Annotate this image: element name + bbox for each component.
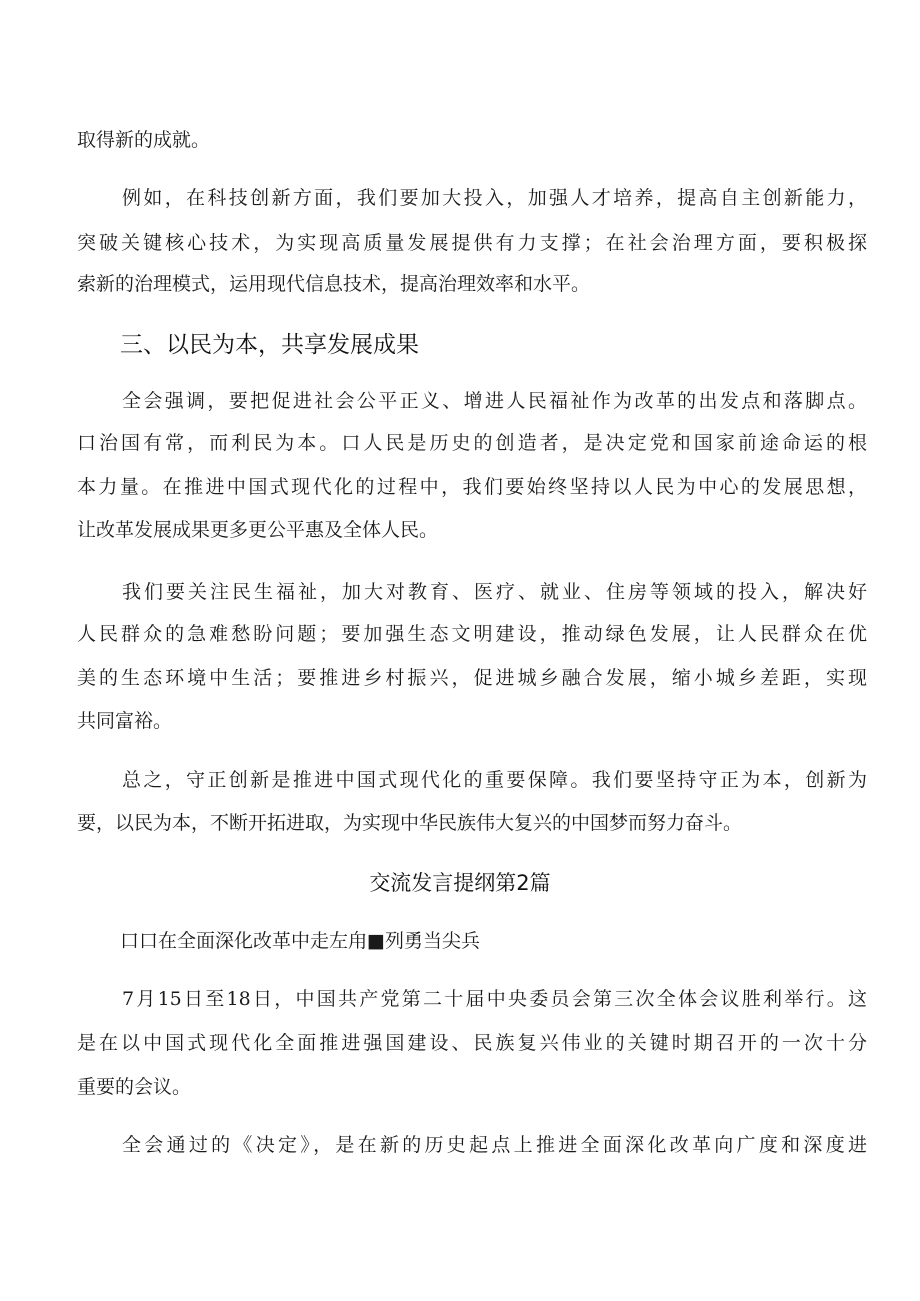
paragraph-line: 取得新的成就。	[77, 129, 211, 151]
paragraph-line: 要，以民为本，不断开拓进取，为实现中华民族伟大复兴的中国梦而努力奋斗。	[77, 812, 743, 834]
paragraph-line: 口治国有常，而利民为本。口人民是历史的创造者，是决定党和国家前途命运的根	[77, 432, 867, 454]
paragraph-line: 美的生态环境中生活；要推进乡村振兴，促进城乡融合发展，缩小城乡差距，实现	[77, 667, 867, 689]
paragraph-line: 人民群众的急难愁盼问题；要加强生态文明建设，推动绿色发展，让人民群众在优	[77, 623, 867, 645]
paragraph-line: 全会强调，要把促进社会公平正义、增进人民福祉作为改革的出发点和落脚点。	[122, 390, 867, 412]
paragraph-line: 本力量。在推进中国式现代化的过程中，我们要始终坚持以人民为中心的发展思想，	[77, 476, 867, 498]
paragraph-line: 例如，在科技创新方面，我们要加大投入，加强人才培养，提高自主创新能力，	[122, 187, 867, 209]
article-title: 交流发言提纲第2篇	[369, 871, 551, 895]
paragraph-line: 让改革发展成果更多更公平惠及全体人民。	[77, 519, 439, 541]
paragraph-line: 共同富裕。	[77, 710, 173, 732]
paragraph-line: 重要的会议。	[77, 1076, 192, 1098]
article-subtitle: 口口在全面深化改革中走左甪■列勇当尖兵	[120, 930, 480, 952]
section-heading: 三、以民为本，共享发展成果	[120, 332, 419, 358]
paragraph-line: 我们要关注民生福祉，加大对教育、医疗、就业、住房等领域的投入，解决好	[122, 581, 867, 603]
paragraph-line: 是在以中国式现代化全面推进强国建设、民族复兴伟业的关键时期召开的一次十分	[77, 1032, 867, 1054]
paragraph-line: 索新的治理模式，运用现代信息技术，提高治理效率和水平。	[77, 273, 591, 295]
paragraph-line: 总之，守正创新是推进中国式现代化的重要保障。我们要坚持守正为本，创新为	[122, 769, 867, 791]
paragraph-line: 突破关键核心技术，为实现高质量发展提供有力支撑；在社会治理方面，要积极探	[77, 232, 867, 254]
paragraph-line: 全会通过的《决定》，是在新的历史起点上推进全面深化改革向广度和深度进	[122, 1134, 867, 1156]
paragraph-line: 7月15日至18日，中国共产党第二十届中央委员会第三次全体会议胜利举行。这	[122, 988, 867, 1010]
